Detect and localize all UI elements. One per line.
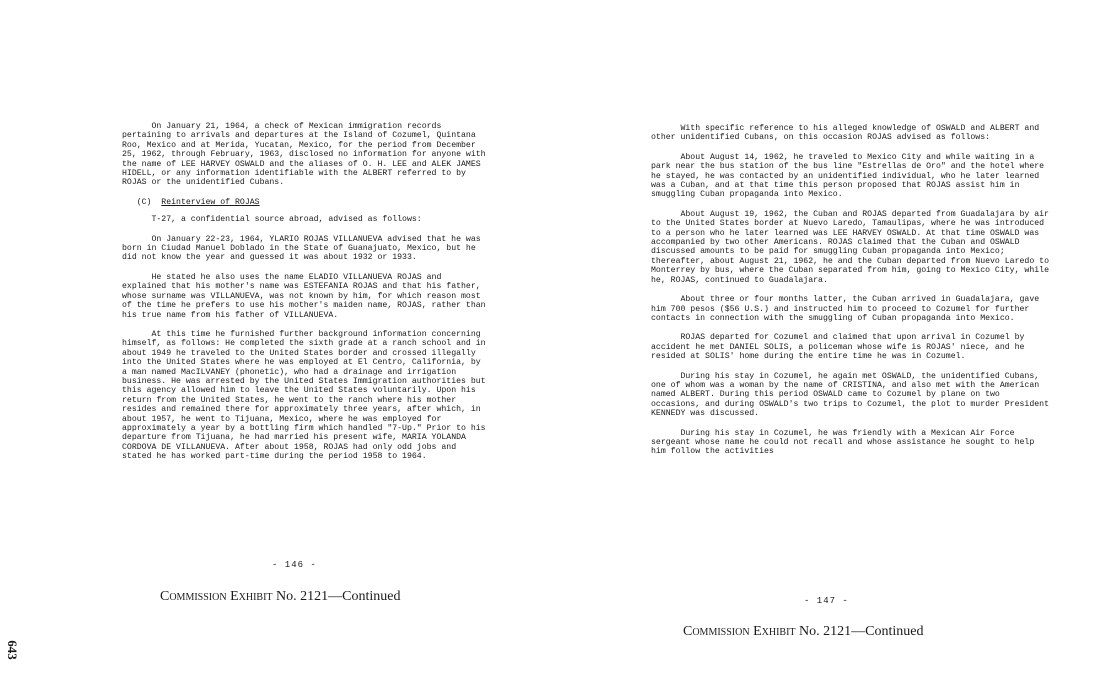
caption-prefix: Commission Exhibit — [160, 589, 273, 604]
paragraph: At this time he furnished further background information concerning himself, as follows: He completed the sixth grade at a ranch school and in about 1949 he traveled to the United States border and crossed illegally into the United States where he was employed at El Centro, California, by a man named MacILVANEY (phonetic), who had a drainage and irrigation business. He was arrested by the United States Immigration authorities but this agency allowed him to leave the United States voluntarily. Upon his return from the United States, he went to the ranch where his mother resides and remained there for approximately three years, after which, in about 1957, he went to Tijuana, Mexico, where he was employed for approximately a year by a bottling firm which handled "7-Up." Prior to his departure from Tijuana, he had married his present wife, MARIA YOLANDA CORDOVA DE VILLANUEVA. After about 1958, ROJAS had only odd jobs and stated he has worked part-time during the period 1958 to 1964. — [122, 329, 486, 462]
paragraph: T-27, a confidential source abroad, advised as follows: — [151, 215, 422, 225]
section-title: Reinterview of ROJAS — [161, 197, 260, 207]
paragraph: On January 21, 1964, a check of Mexican immigration records pertaining to arrivals and departures at the Island of Cozumel, Quintana Roo, Mexico and at Merida, Yucatan, Mexico, for the period from December 25, 1962, through February, 1963, disclosed no information for anyone with the name of LEE HARVEY OSWALD and the aliases of O. H. LEE and ALEK JAMES HIDELL, or any information identifiable with the ALBERT referred to by ROJAS or the unidentified Cubans. — [122, 122, 486, 188]
exhibit-caption — [160, 589, 400, 605]
section-heading — [122, 198, 487, 207]
paragraph: On January 22-23, 1964, YLARIO ROJAS VILLANUEVA advised that he was born in Ciudad Manuel Doblado in the State of Guanajuato, Mexico, but he did not know the year and guessed it was about 1932 or 1933. — [122, 234, 481, 263]
caption-suffix: No. 2121—Continued — [276, 589, 401, 604]
right-text-column — [651, 124, 1051, 467]
paragraph: About three or four months latter, the Cuban arrived in Guadalajara, gave him 700 pesos ($56 U.S.) and instructed him to proceed to Cozumel for further contacts in connection with the smuggling of Cuban propaganda into Mexico. — [651, 295, 1040, 323]
paragraph: About August 19, 1962, the Cuban and ROJAS departed from Guadalajara by air to the United States border at Nuevo Laredo, Tamaulipas, where he was introduced to a person who he later learned was LEE HARVEY OSWALD. At that time OSWALD was accompanied by two other Americans. ROJAS claimed that the Cuban and OSWALD discussed amounts to be paid for smuggling Cuban propaganda into Mexico; thereafter, about August 21, 1962, he and the Cuban departed from Nuevo Laredo to Monterrey by bus, where the Cuban separated from him, going to Mexico City, while he, ROJAS, continued to Guadalajara. — [651, 209, 1049, 285]
left-text-column — [122, 122, 487, 472]
paragraph: About August 14, 1962, he traveled to Mexico City and while waiting in a park near the bus station of the bus line "Estrellas de Oro" and the hotel where he stayed, he was contacted by an unidentified individual, who he later learned was a Cuban, and at that time this person proposed that ROJAS assist him in smuggling Cuban propaganda into Mexico. — [651, 152, 1045, 200]
page-number: - 147 - — [804, 596, 849, 606]
margin-page-number: 643 — [5, 640, 20, 660]
paragraph: During his stay in Cozumel, he again met OSWALD, the unidentified Cubans, one of whom was a woman by the name of CRISTINA, and also met with the American named ALBERT. During this period OSWALD came to Cozumel by plane on two occasions, and during OSWALD's two trips to Cozumel, the plot to murder President KENNEDY was discussed. — [651, 371, 1049, 419]
paragraph: With specific reference to his alleged knowledge of OSWALD and ALBERT and other unidentified Cubans, on this occasion ROJAS advised as follows: — [651, 124, 1040, 143]
paragraph: During his stay in Cozumel, he was friendly with a Mexican Air Force sergeant whose name he could not recall and whose assistance he sought to help him follow the activities — [651, 428, 1035, 457]
section-marker: (C) — [136, 197, 152, 207]
caption-suffix: No. 2121—Continued — [799, 624, 924, 639]
page-number: - 146 - — [272, 560, 317, 570]
right-page — [547, 0, 1094, 691]
exhibit-caption — [683, 624, 923, 640]
paragraph: ROJAS departed for Cozumel and claimed that upon arrival in Cozumel by accident he met DANIEL SOLIS, a policeman whose wife is ROJAS' niece, and he resided at SOLIS' home during the entire time he was in Cozumel. — [651, 333, 1025, 362]
caption-prefix: Commission Exhibit — [683, 624, 796, 639]
paragraph: He stated he also uses the name ELADIO VILLANUEVA ROJAS and explained that his mother's name was ESTEFANIA ROJAS and that his father, whose surname was VILLANUEVA, was not known by him, for which reason most of the time he prefers to use his mother's maiden name, ROJAS, rather than his true name from his father of VILLANUEVA. — [122, 272, 486, 320]
